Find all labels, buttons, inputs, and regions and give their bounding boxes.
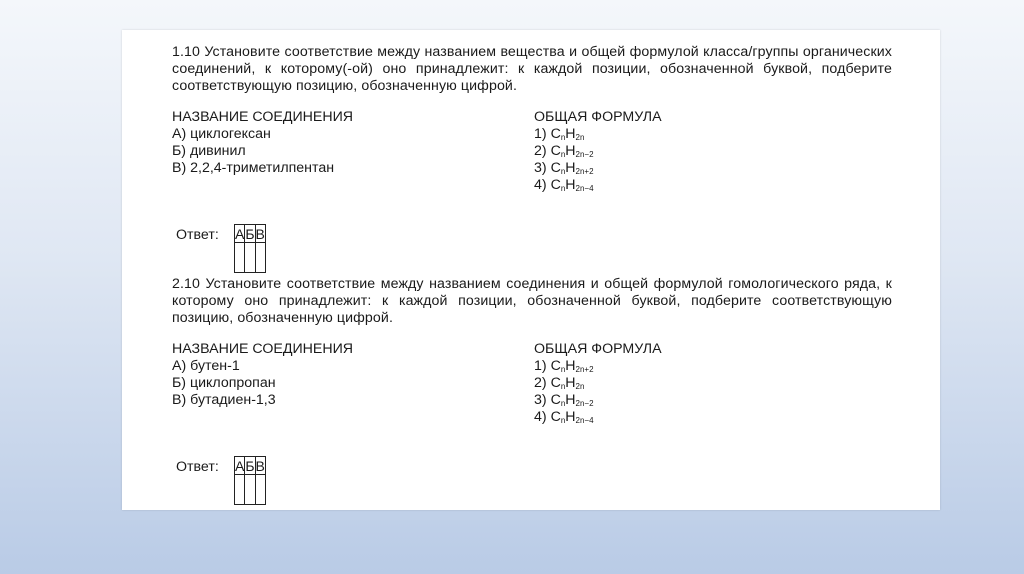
task-1-columns bbox=[172, 109, 892, 195]
formula-item: 3) $C_nH_{2n+2}$ bbox=[534, 160, 594, 176]
formula-item: 2) $C_nH_{2n-2}$ bbox=[534, 143, 594, 159]
answer-table bbox=[234, 456, 266, 505]
task-1 bbox=[172, 44, 892, 243]
answer-table bbox=[234, 224, 266, 273]
formula-item: 4) $C_nH_{2n-4}$ bbox=[534, 409, 594, 425]
answer-cell-v[interactable] bbox=[255, 475, 265, 505]
answer-cell-b[interactable] bbox=[245, 243, 255, 273]
task-2-formulas bbox=[534, 341, 834, 426]
task-1-formulas bbox=[534, 109, 834, 194]
answer-header-a: А bbox=[235, 225, 245, 242]
task-2 bbox=[172, 276, 892, 475]
answer-header-b: Б bbox=[245, 225, 255, 242]
answer-header-b: Б bbox=[245, 457, 255, 474]
formula-item: 2) $C_nH_{2n}$ bbox=[534, 375, 585, 391]
answer-label: Ответ: bbox=[176, 227, 219, 243]
formula-heading: ОБЩАЯ ФОРМУЛА bbox=[534, 341, 662, 357]
formula-item: 1) $C_nH_{2n+2}$ bbox=[534, 358, 594, 374]
formula-item: 1) $C_nH_{2n}$ bbox=[534, 126, 585, 142]
task-1-question: 1.10 Установите соответствие между названием вещества и общей формулой класса/группы органических соединений, к которому(-ой) оно принадлежит: к каждой позиции, обозначенной буквой, подберите соответствующую позицию, обозначенную цифрой. bbox=[172, 44, 892, 94]
task-2-question: 2.10 Установите соответствие между названием соединения и общей формулой гомологического ряда, к которому оно принадлежит: к каждой позиции, обозначенной буквой, подберите соответствующую позицию, обозначенную цифрой. bbox=[172, 276, 892, 326]
compound-item: В) 2,2,4-триметилпентан bbox=[172, 160, 335, 176]
compound-item: Б) дивинил bbox=[172, 143, 246, 159]
slide-document bbox=[122, 30, 940, 510]
formula-item: 3) $C_nH_{2n-2}$ bbox=[534, 392, 594, 408]
task-2-compounds bbox=[172, 341, 472, 409]
task-2-columns bbox=[172, 341, 892, 427]
compound-heading: НАЗВАНИЕ СОЕДИНЕНИЯ bbox=[172, 341, 354, 357]
task-1-compounds bbox=[172, 109, 472, 177]
answer-cell-a[interactable] bbox=[235, 475, 245, 505]
answer-header-v: В bbox=[255, 457, 265, 474]
answer-cell-b[interactable] bbox=[245, 475, 255, 505]
answer-header-a: А bbox=[235, 457, 245, 474]
compound-item: В) бутадиен-1,3 bbox=[172, 392, 276, 408]
answer-header-v: В bbox=[255, 225, 265, 242]
formula-item: 4) $C_nH_{2n-4}$ bbox=[534, 177, 594, 193]
formula-heading: ОБЩАЯ ФОРМУЛА bbox=[534, 109, 662, 125]
answer-label: Ответ: bbox=[176, 459, 219, 475]
compound-item: А) бутен-1 bbox=[172, 358, 240, 374]
answer-cell-a[interactable] bbox=[235, 243, 245, 273]
compound-item: Б) циклопропан bbox=[172, 375, 276, 391]
compound-heading: НАЗВАНИЕ СОЕДИНЕНИЯ bbox=[172, 109, 354, 125]
compound-item: А) циклогексан bbox=[172, 126, 271, 142]
answer-cell-v[interactable] bbox=[255, 243, 265, 273]
